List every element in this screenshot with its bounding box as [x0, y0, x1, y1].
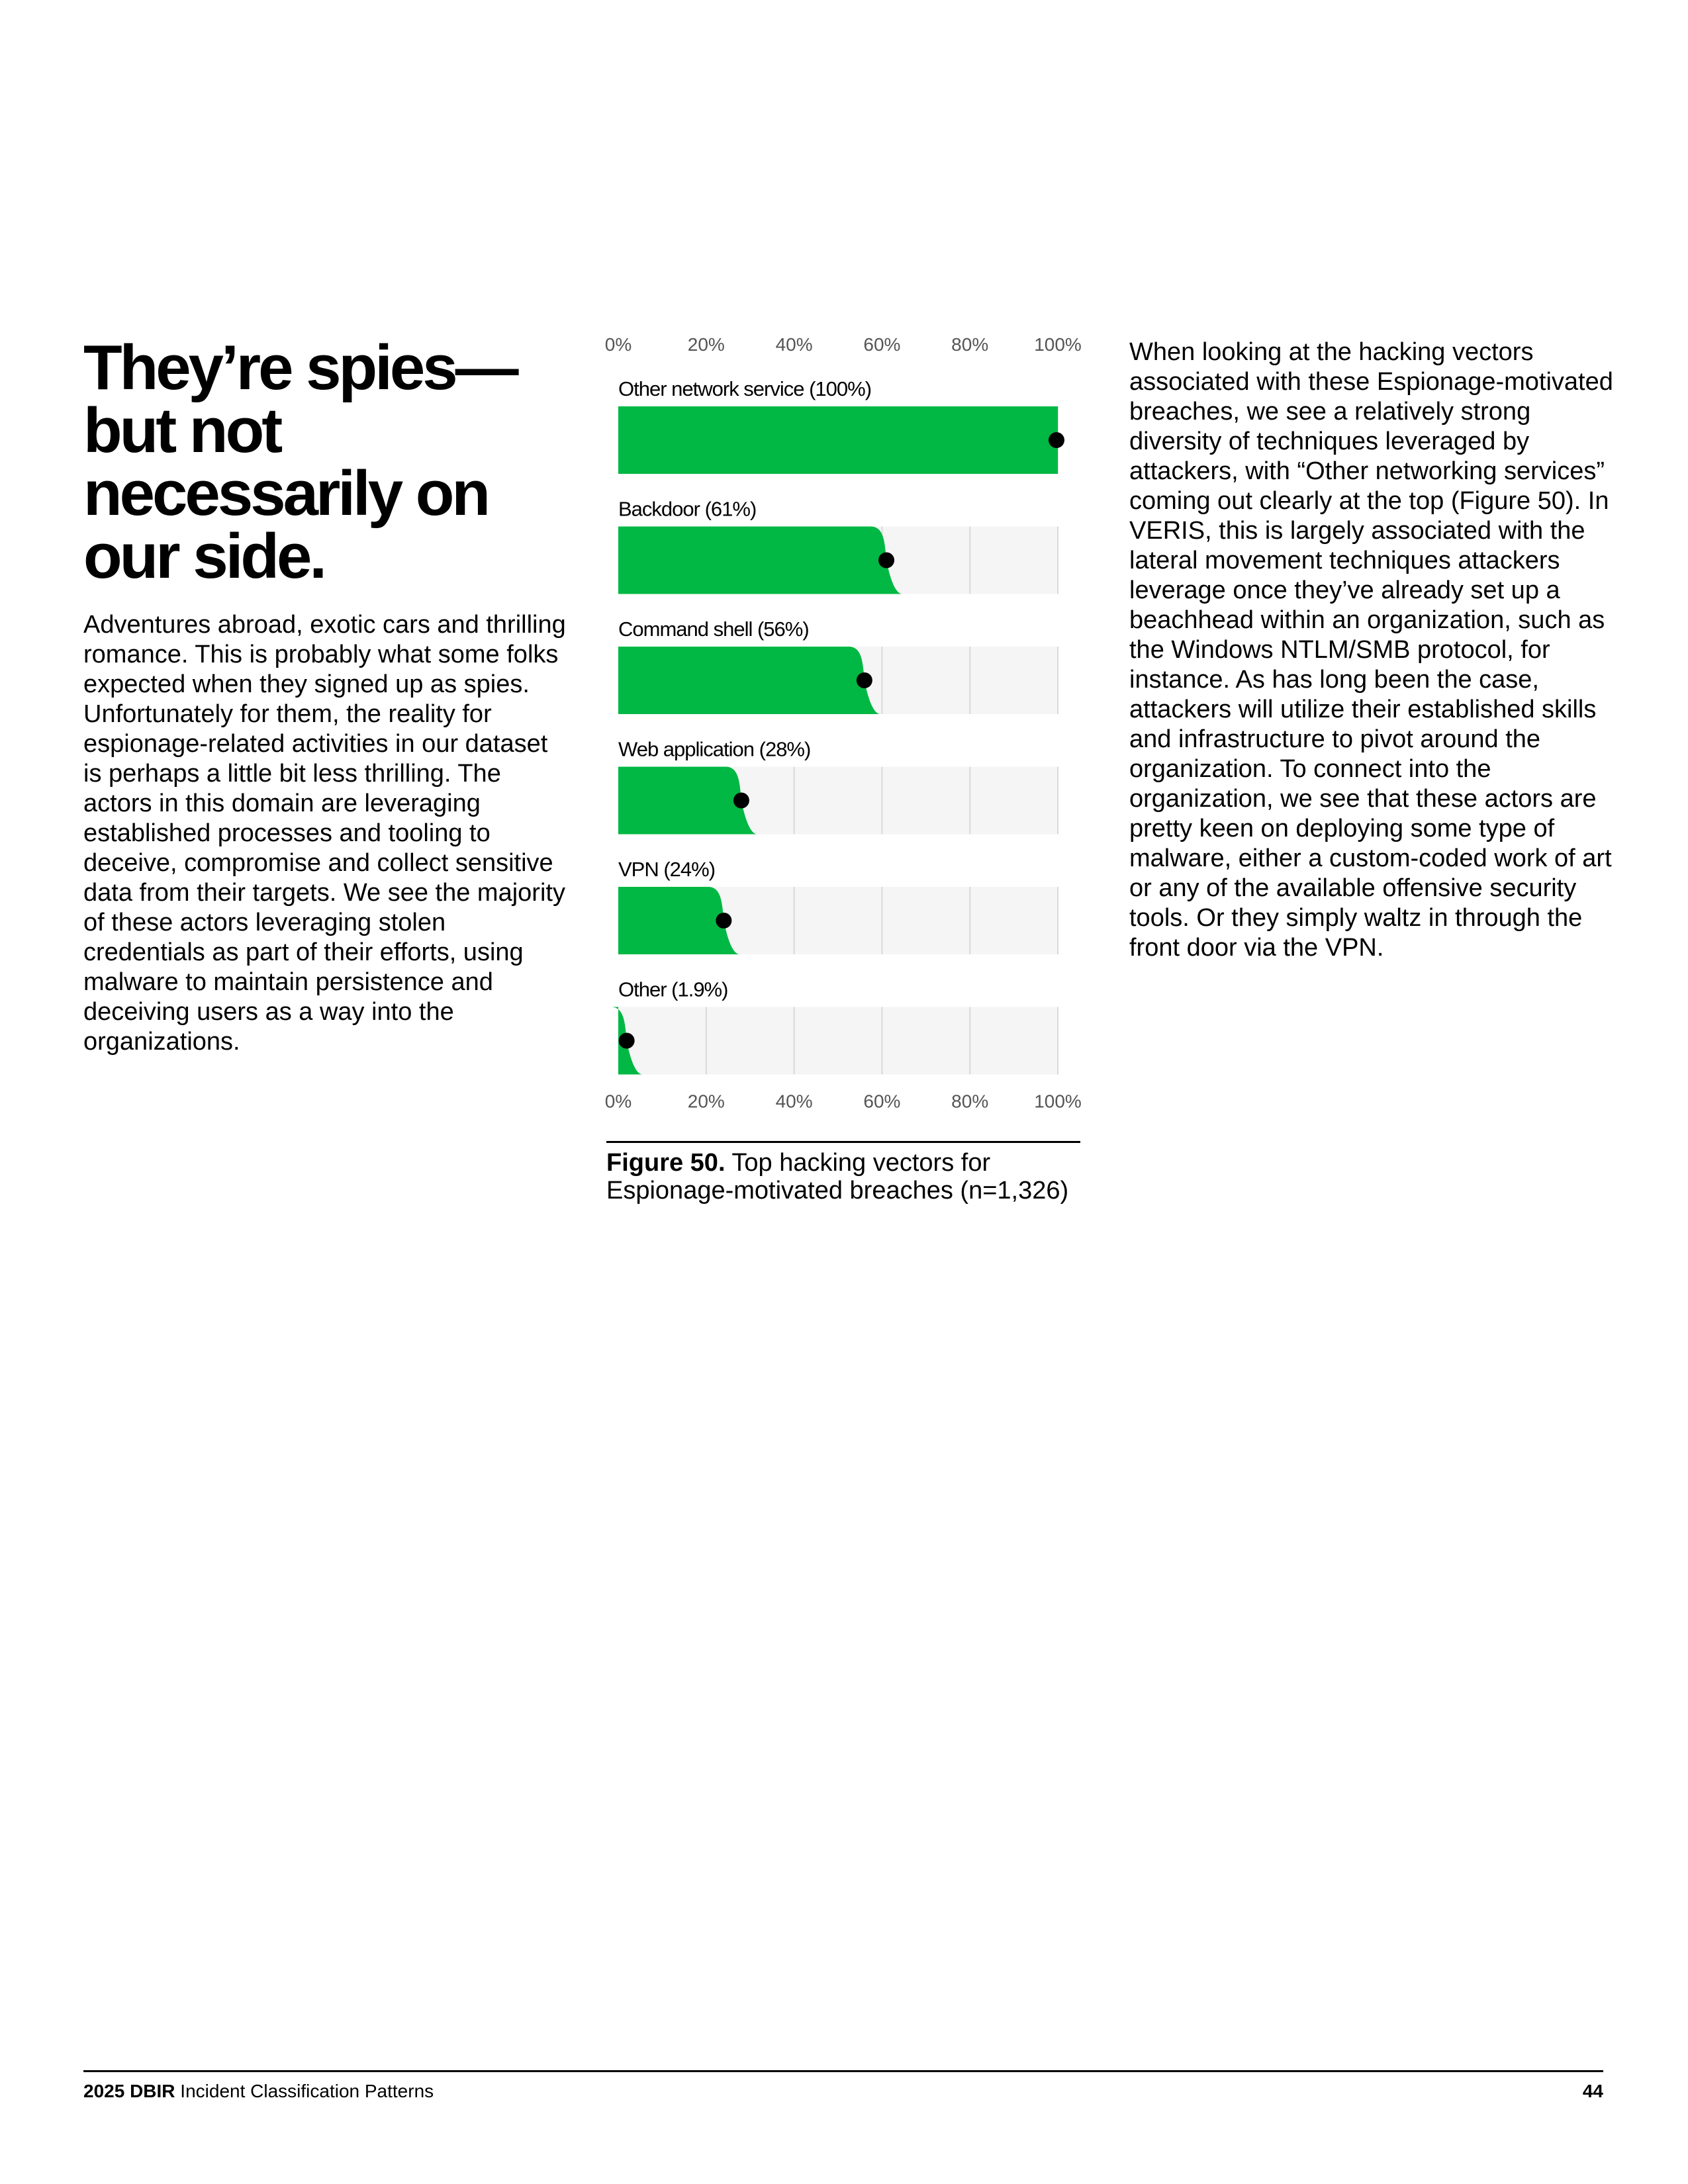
value-marker [716, 913, 731, 929]
bottom-tick-label: 40% [775, 1091, 813, 1112]
top-tick-label: 100% [1034, 334, 1082, 355]
bottom-tick-label: 0% [604, 1091, 632, 1112]
top-tick-label: 20% [687, 334, 725, 355]
category-label: Other (1.9%) [618, 978, 728, 1001]
bottom-tick-label: 100% [1034, 1091, 1082, 1112]
category-label: Web application (28%) [618, 737, 811, 761]
value-marker [857, 672, 872, 688]
figure-number: Figure 50. [606, 1149, 726, 1177]
top-tick-label: 80% [951, 334, 989, 355]
intro-paragraph: Adventures abroad, exotic cars and thrilling romance. This is probably what some folks expected when they signed up as spies. Unfortunately for them, the reality for espionage-related activities in our dataset is perhaps a little bit less thrilling. The actors in this domain are leveraging established processes and tooling to deceive, compromise and collect sensitive data from their targets. We see the majority of these actors leveraging stolen credentials as part of their efforts, using malware to maintain persistence and deceiving users as a way into the organizations. [83, 611, 566, 1056]
footer-section-name: Incident Classification Patterns [175, 2081, 434, 2101]
bar-track [618, 1007, 1058, 1075]
body-paragraph: When looking at the hacking vectors associated with these Espionage-motivated breaches, we see a relatively strong diversity of techniques leveraged by attackers, with “Other networking services” coming out clearly at the top (Figure 50). In VERIS, this is largely associated with the lateral movement techniques attackers leverage once they’ve already set up a beachhead within an organization, such as the Windows NTLM/SMB protocol, for instance. As has long been the case, attackers will utilize their established skills and infrastructure to pivot around the organization. To connect into the organization, we see that these actors are pretty keen on deploying some type of malware, either a custom-coded work of art or any of the available offensive security tools. Or they simply waltz in through the front door via the VPN. [1129, 338, 1613, 962]
page-number: 44 [1582, 2081, 1603, 2101]
top-tick-label: 60% [863, 334, 901, 355]
value-marker [1049, 432, 1064, 448]
bar [618, 527, 902, 594]
hacking-vectors-chart [589, 331, 1092, 1128]
category-label: Command shell (56%) [618, 617, 809, 641]
bar [618, 406, 1058, 474]
category-label: VPN (24%) [618, 858, 716, 881]
bottom-tick-label: 60% [863, 1091, 901, 1112]
bottom-tick-label: 20% [687, 1091, 725, 1112]
value-marker [878, 553, 894, 569]
value-marker [619, 1033, 635, 1049]
category-label: Backdoor (61%) [618, 497, 757, 521]
top-tick-label: 40% [775, 334, 813, 355]
figure-caption [606, 1141, 1080, 1205]
category-label: Other network service (100%) [618, 377, 872, 400]
bar [618, 647, 880, 714]
bottom-tick-label: 80% [951, 1091, 989, 1112]
value-marker [733, 793, 749, 809]
top-tick-label: 0% [604, 334, 632, 355]
page-footer [83, 2070, 1603, 2103]
figure-caption-text: Top hacking vectors for Espionage-motivated breaches (n=1,326) [606, 1149, 1069, 1205]
page-headline: They’re spies—but not necessarily on our side. [83, 332, 516, 592]
footer-report-name: 2025 DBIR [83, 2081, 175, 2101]
chart-svg [589, 331, 1092, 1125]
